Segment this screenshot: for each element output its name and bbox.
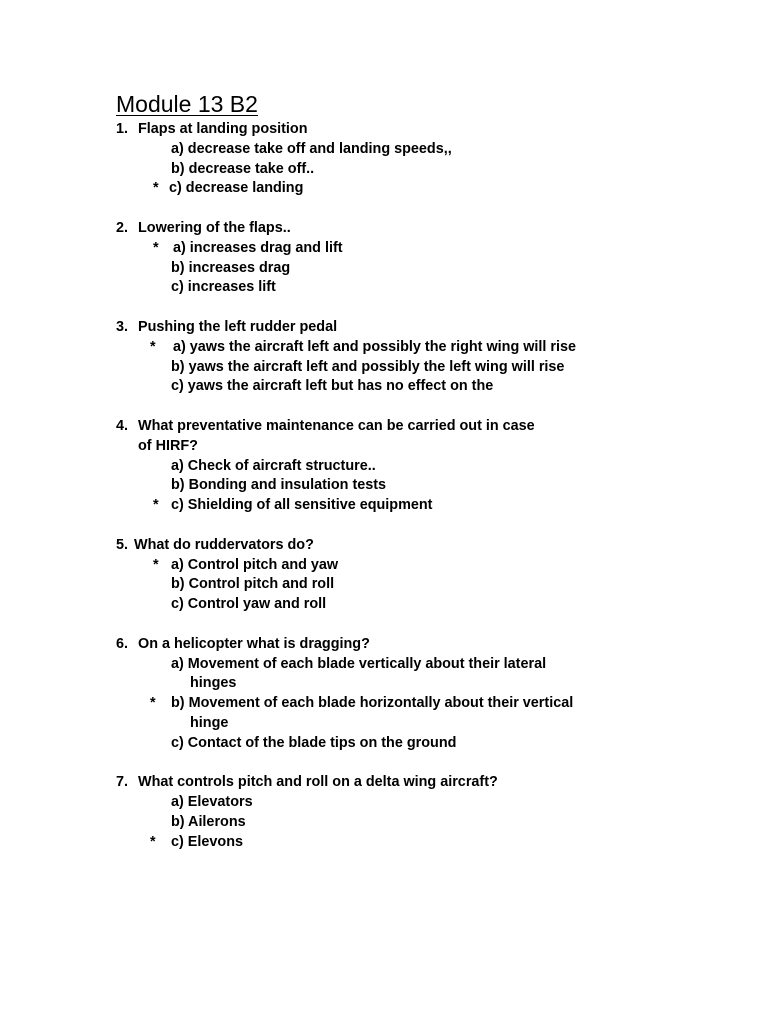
question-number: 4.: [116, 417, 129, 434]
option-text: c) Shielding of all sensitive equipment: [171, 497, 433, 514]
question-number: 6.: [116, 635, 129, 652]
answer-option: [116, 793, 736, 813]
question-number: 7.: [116, 774, 129, 791]
answer-option: [116, 476, 736, 496]
option-text: c) yaws the aircraft left but has no effect on the: [171, 378, 494, 395]
question-line-continued: [116, 437, 736, 457]
answer-option: [116, 694, 736, 714]
option-text: a) yaws the aircraft left and possibly the right wing will rise: [173, 338, 577, 355]
question-number: 3.: [116, 318, 129, 335]
answer-option: [116, 595, 736, 615]
answer-option: [116, 278, 736, 298]
correct-answer-mark: *: [150, 833, 156, 850]
option-text: c) Control yaw and roll: [171, 596, 327, 613]
answer-option: [116, 575, 736, 595]
answer-option-continued: [116, 674, 736, 694]
question-line: [116, 773, 736, 793]
option-text-continued: hinge: [190, 714, 229, 731]
correct-answer-mark: *: [153, 180, 159, 197]
question-line: [116, 219, 736, 239]
question-text: What preventative maintenance can be carried out in case: [138, 417, 535, 434]
option-text: b) increases drag: [171, 259, 291, 276]
correct-answer-mark: *: [150, 695, 156, 712]
option-text: b) Bonding and insulation tests: [171, 477, 387, 494]
answer-option: [116, 813, 736, 833]
answer-option: [116, 338, 736, 358]
answer-option: [116, 259, 736, 279]
answer-option: [116, 239, 736, 259]
question-5: [116, 536, 736, 615]
option-text: a) Check of aircraft structure..: [171, 457, 376, 474]
correct-answer-mark: *: [150, 338, 156, 355]
question-number: 1.: [116, 121, 129, 137]
option-text: c) decrease landing: [169, 180, 304, 197]
answer-option: [116, 833, 736, 853]
answer-option: [116, 179, 736, 199]
answer-option: [116, 358, 736, 378]
question-line: [116, 635, 736, 655]
question-2: [116, 219, 736, 298]
option-text: b) decrease take off..: [171, 160, 315, 177]
option-text: a) increases drag and lift: [173, 239, 343, 256]
option-text: b) Control pitch and roll: [171, 576, 335, 593]
option-text: a) Control pitch and yaw: [171, 556, 339, 573]
answer-option: [116, 457, 736, 477]
question-line: [116, 536, 736, 556]
option-text: a) Elevators: [171, 794, 253, 811]
question-number: 2.: [116, 219, 129, 236]
question-1: [116, 120, 736, 199]
option-text: a) Movement of each blade vertically about their lateral: [171, 655, 547, 672]
option-text: a) decrease take off and landing speeds,,: [171, 140, 452, 157]
question-text: What controls pitch and roll on a delta wing aircraft?: [138, 774, 498, 791]
answer-option: [116, 734, 736, 754]
answer-option: [116, 496, 736, 516]
answer-option: [116, 556, 736, 576]
question-text: What do ruddervators do?: [134, 536, 314, 553]
question-line: [116, 318, 736, 338]
question-line: [116, 417, 736, 437]
question-text: Flaps at landing position: [138, 121, 308, 137]
question-3: [116, 318, 736, 397]
question-list: [116, 120, 736, 872]
question-6: [116, 635, 736, 754]
question-4: [116, 417, 736, 516]
question-line: [116, 120, 736, 140]
correct-answer-mark: *: [153, 497, 159, 514]
correct-answer-mark: *: [153, 239, 159, 256]
option-text: c) Elevons: [171, 833, 243, 850]
option-text: c) Contact of the blade tips on the ground: [171, 734, 457, 751]
correct-answer-mark: *: [153, 556, 159, 573]
answer-option: [116, 377, 736, 397]
question-text: On a helicopter what is dragging?: [138, 635, 370, 652]
question-text: Lowering of the flaps..: [138, 219, 291, 236]
question-number: 5.: [116, 536, 129, 553]
option-text-continued: hinges: [190, 675, 237, 692]
option-text: b) Movement of each blade horizontally about their vertical: [171, 695, 574, 712]
answer-option: [116, 140, 736, 160]
option-text: b) yaws the aircraft left and possibly the left wing will rise: [171, 358, 565, 375]
question-7: [116, 773, 736, 852]
answer-option: [116, 160, 736, 180]
option-text: c) increases lift: [171, 279, 276, 296]
option-text: b) Ailerons: [171, 813, 246, 830]
question-text-continued: of HIRF?: [138, 437, 198, 454]
page-title: Module 13 B2: [116, 91, 258, 117]
answer-option: [116, 655, 736, 675]
answer-option-continued: [116, 714, 736, 734]
question-text: Pushing the left rudder pedal: [138, 318, 338, 335]
